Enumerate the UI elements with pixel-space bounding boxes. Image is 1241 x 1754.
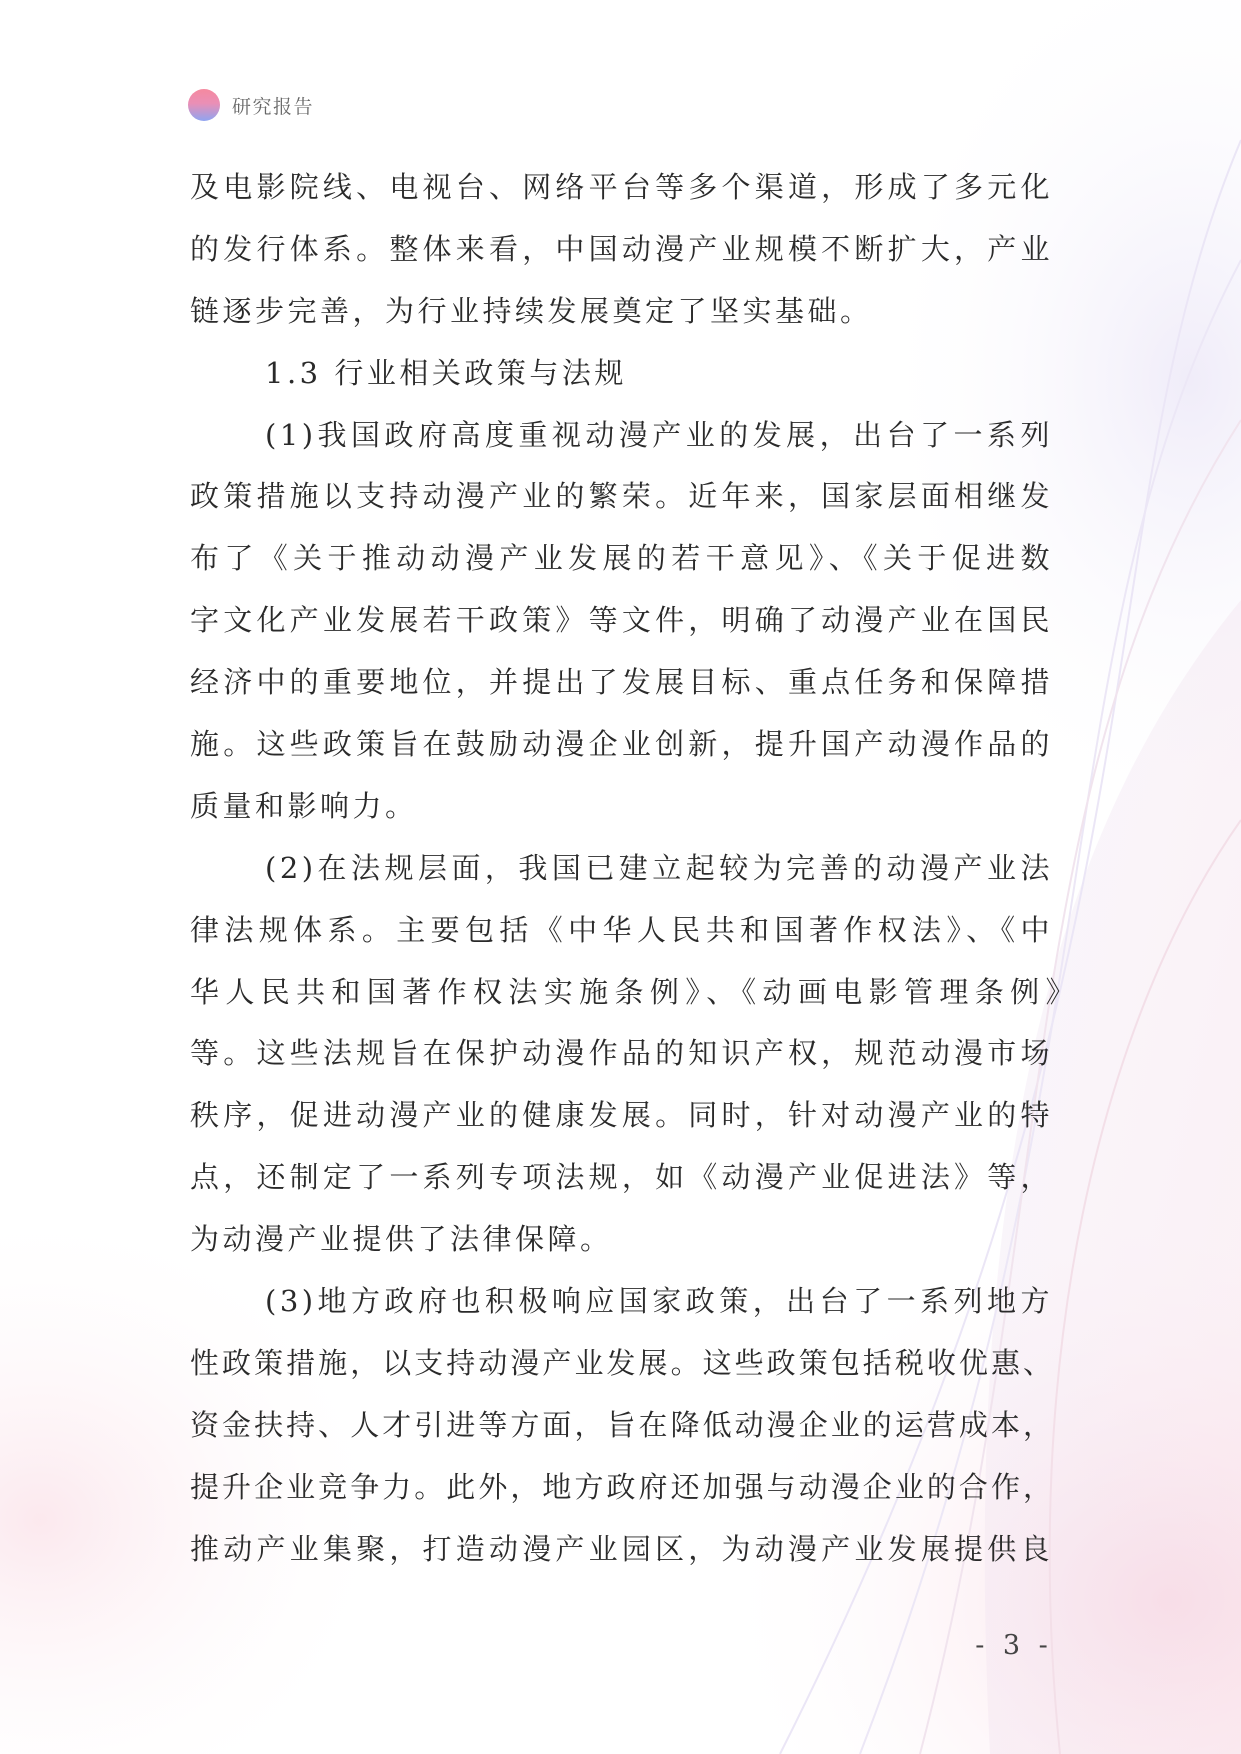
paragraph-continued	[190, 157, 1053, 343]
text-line: (2)在法规层面，我国已建立起较为完善的动漫产业法	[265, 850, 1053, 885]
text-line: 华人民共和国著作权法实施条例》、《动画电影管理条例》	[190, 974, 1078, 1009]
section-heading: 1.3 行业相关政策与法规	[265, 355, 627, 390]
text-line: 提升企业竞争力。此外，地方政府还加强与动漫企业的合作，	[190, 1469, 1053, 1504]
body-text	[190, 157, 1078, 1580]
text-line: (3)地方政府也积极响应国家政策，出台了一系列地方	[265, 1284, 1053, 1319]
text-line: (1)我国政府高度重视动漫产业的发展，出台了一系列	[265, 417, 1053, 452]
text-line: 布了《关于推动动漫产业发展的若干意见》、《关于促进数	[190, 541, 1053, 576]
text-line: 点，还制定了一系列专项法规，如《动漫产业促进法》等，	[190, 1160, 1053, 1195]
text-line: 政策措施以支持动漫产业的繁荣。近年来，国家层面相继发	[190, 479, 1053, 514]
text-line: 资金扶持、人才引进等方面，旨在降低动漫企业的运营成本，	[190, 1407, 1053, 1442]
text-line: 施。这些政策旨在鼓励动漫企业创新，提升国产动漫作品的	[190, 727, 1053, 762]
text-line: 性政策措施，以支持动漫产业发展。这些政策包括税收优惠、	[190, 1345, 1053, 1380]
page-number: - 3 -	[975, 1630, 1053, 1661]
text-line: 的发行体系。整体来看，中国动漫产业规模不断扩大，产业	[190, 231, 1053, 266]
report-header	[188, 89, 314, 121]
gradient-circle-logo-icon	[188, 89, 220, 121]
report-type-label: 研究报告	[232, 95, 315, 118]
text-line: 及电影院线、电视台、网络平台等多个渠道，形成了多元化	[190, 170, 1053, 204]
text-line: 律法规体系。主要包括《中华人民共和国著作权法》、《中	[190, 912, 1053, 947]
paragraph-2	[190, 838, 1078, 1271]
text-line: 质量和影响力。	[190, 788, 418, 823]
paragraph-3	[190, 1271, 1053, 1580]
paragraph-1	[190, 405, 1053, 838]
text-line: 等。这些法规旨在保护动漫作品的知识产权，规范动漫市场	[190, 1036, 1053, 1071]
text-line: 为动漫产业提供了法律保障。	[190, 1222, 613, 1257]
text-line: 推动产业集聚，打造动漫产业园区，为动漫产业发展提供良	[190, 1531, 1053, 1566]
text-line: 秩序，促进动漫产业的健康发展。同时，针对动漫产业的特	[190, 1098, 1053, 1133]
text-line: 链逐步完善，为行业持续发展奠定了坚实基础。	[190, 293, 873, 328]
text-line: 经济中的重要地位，并提出了发展目标、重点任务和保障措	[190, 665, 1053, 700]
text-line: 字文化产业发展若干政策》等文件，明确了动漫产业在国民	[190, 603, 1053, 638]
